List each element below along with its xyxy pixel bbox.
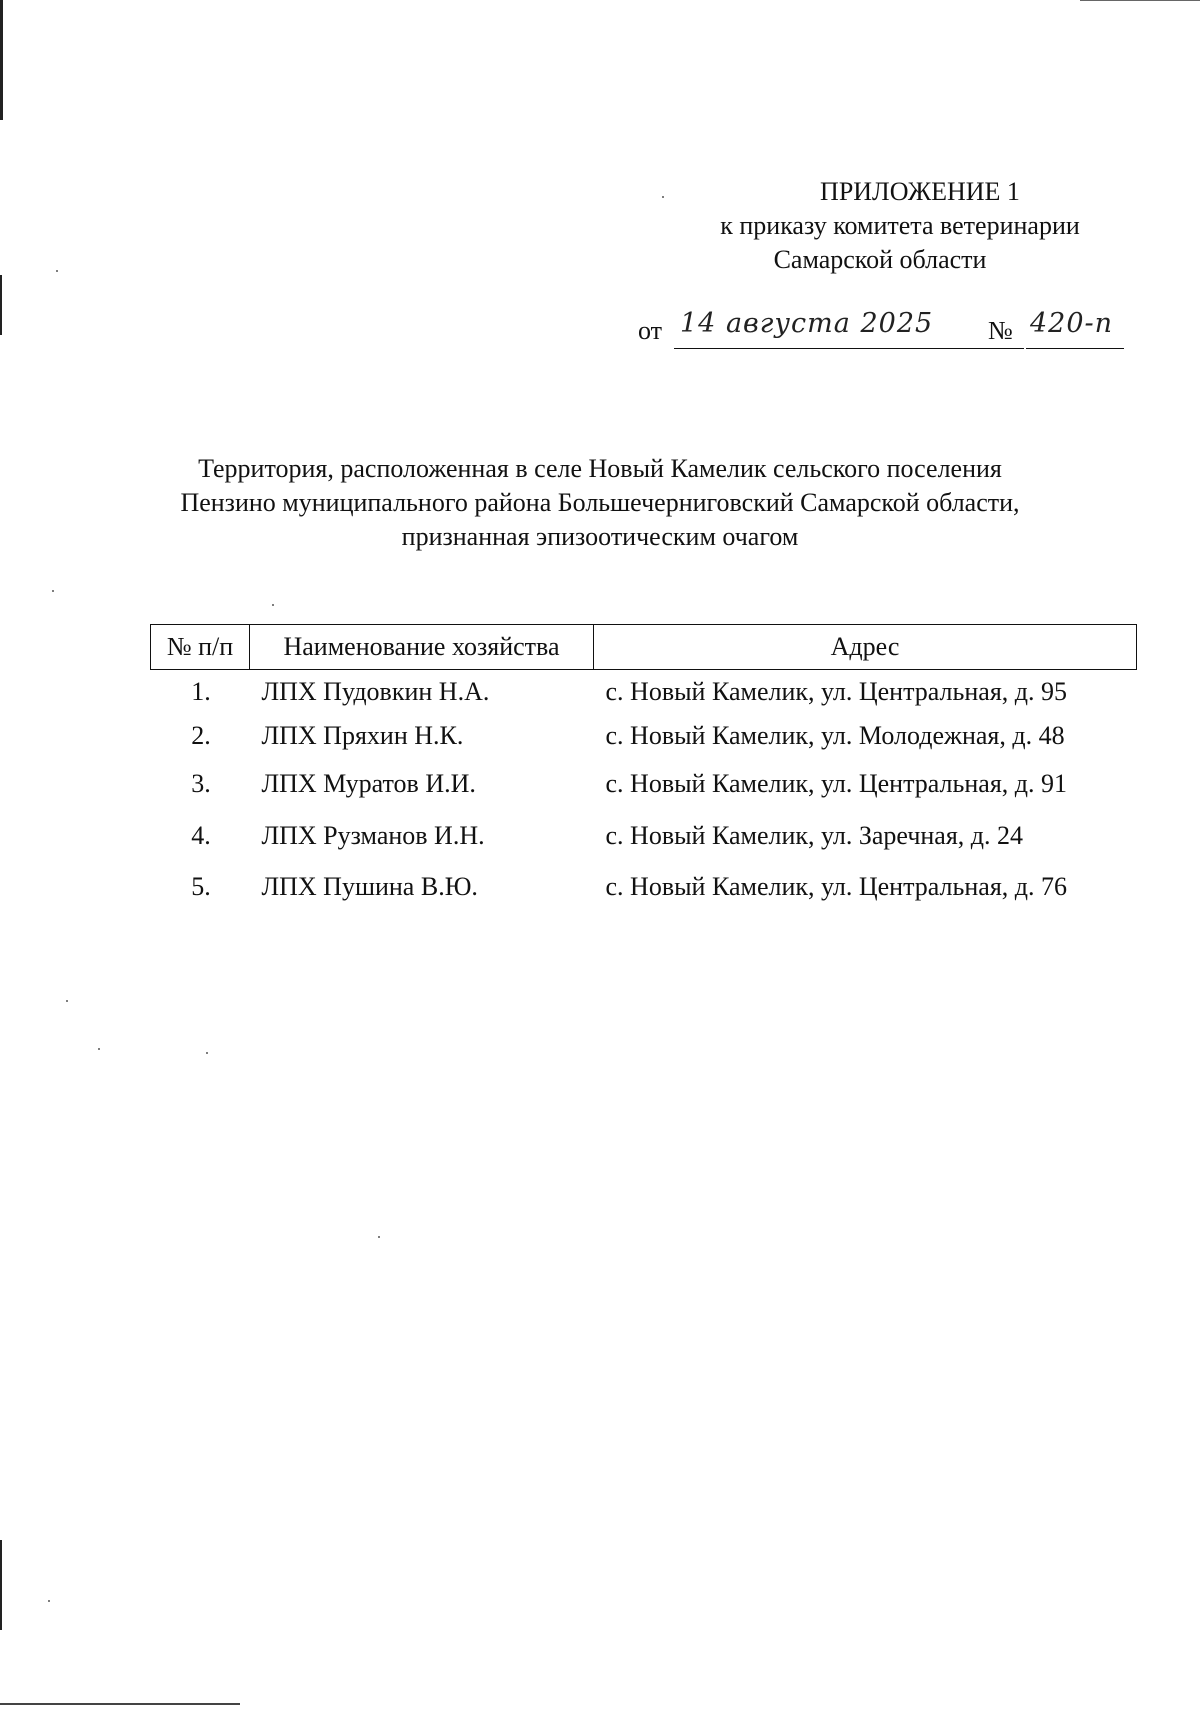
scan-edge-mark <box>0 275 2 335</box>
row-address: с. Новый Камелик, ул. Центральная, д. 91 <box>605 769 1068 798</box>
scan-top-mark <box>1080 0 1200 1</box>
table-row <box>151 862 1137 912</box>
scan-edge-mark <box>0 1540 2 1630</box>
header-farm-name: Наименование хозяйства <box>250 625 594 670</box>
row-farm-name: ЛПХ Муратов И.И. <box>261 769 476 798</box>
order-date-field <box>674 308 1024 349</box>
header-address: Адрес <box>594 625 1137 670</box>
table-row <box>151 810 1137 862</box>
farms-table <box>150 624 1137 912</box>
scan-speck <box>378 1236 380 1238</box>
row-farm-name: ЛПХ Пушина В.Ю. <box>261 872 478 901</box>
appendix-order-reference: к приказу комитета ветеринарии <box>720 211 1080 240</box>
handwritten-number: 420-п <box>1030 308 1114 339</box>
title-line: Пензино муниципального района Большечерниговский Самарской области, <box>180 488 1020 517</box>
title-line: Территория, расположенная в селе Новый Камелик сельского поселения <box>198 454 1002 483</box>
scan-speck <box>56 270 58 272</box>
handwritten-date: 14 августа 2025 <box>680 308 934 339</box>
row-address: с. Новый Камелик, ул. Центральная, д. 76 <box>605 872 1068 901</box>
table-header-row <box>151 625 1137 670</box>
header-number: № п/п <box>151 625 250 670</box>
table-row <box>151 670 1137 715</box>
scan-speck <box>52 590 54 592</box>
number-sign: № <box>988 316 1013 345</box>
row-number: 2. <box>191 721 211 750</box>
scan-bottom-mark <box>0 1703 240 1705</box>
date-prefix: от <box>638 316 663 345</box>
appendix-region: Самарской области <box>773 245 987 274</box>
row-address: с. Новый Камелик, ул. Заречная, д. 24 <box>605 821 1024 850</box>
row-farm-name: ЛПХ Пряхин Н.К. <box>261 721 464 750</box>
title-line: признанная эпизоотическим очагом <box>401 522 799 551</box>
row-number: 3. <box>191 769 211 798</box>
table-row <box>151 714 1137 758</box>
row-farm-name: ЛПХ Пудовкин Н.А. <box>261 677 490 706</box>
appendix-header <box>660 175 1140 277</box>
table-row <box>151 758 1137 810</box>
order-number-field <box>1026 308 1124 349</box>
row-address: с. Новый Камелик, ул. Центральная, д. 95 <box>605 677 1068 706</box>
row-farm-name: ЛПХ Рузманов И.Н. <box>261 821 485 850</box>
row-address: с. Новый Камелик, ул. Молодежная, д. 48 <box>605 721 1065 750</box>
scan-speck <box>206 1052 208 1054</box>
row-number: 4. <box>191 821 211 850</box>
row-number: 1. <box>191 677 211 706</box>
scan-speck <box>98 1048 100 1050</box>
document-title <box>150 452 1050 554</box>
row-number: 5. <box>191 872 211 901</box>
appendix-heading: ПРИЛОЖЕНИЕ 1 <box>820 177 1020 206</box>
scan-edge-mark <box>0 0 3 120</box>
scan-speck <box>66 1000 68 1002</box>
order-date-number-line <box>638 308 1158 352</box>
scan-speck <box>272 604 274 606</box>
scan-speck <box>48 1600 50 1602</box>
farms-table-container <box>150 624 1137 912</box>
